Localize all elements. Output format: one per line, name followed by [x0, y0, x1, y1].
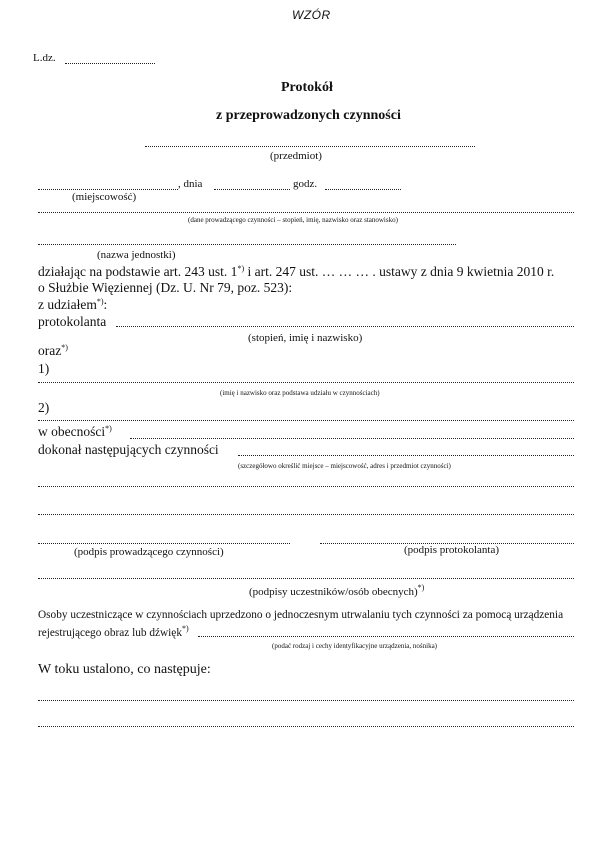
z-udzialem-text: z udziałem	[38, 297, 97, 312]
czynnosci-line-1[interactable]	[38, 486, 574, 487]
podpisy-uczestnikow-text: (podpisy uczestników/osób obecnych)	[249, 586, 418, 598]
protokolanta-label: protokolanta	[38, 314, 107, 329]
sluzba-line: o Służbie Więziennej (Dz. U. Nr 79, poz. 523):	[38, 280, 293, 295]
urzadzenie-caption: (podać rodzaj i cechy identyfikacyjne urządzenia, nośnika)	[272, 642, 438, 650]
item-2-label: 2)	[38, 400, 50, 415]
osoby-paragraph-line-1: Osoby uczestniczące w czynnościach uprzedzono o jednoczesnym utrwalaniu tych czynności za pomocą urządzenia	[38, 609, 564, 621]
oraz-label	[38, 343, 68, 359]
dokonal-caption: (szczegółowo określić miejsce – miejscowość, adres i przedmiot czynności)	[238, 462, 451, 470]
footnote-mark: *)	[417, 583, 425, 592]
item-2-field[interactable]	[38, 420, 574, 421]
item-1-field[interactable]	[38, 382, 574, 383]
godz-field[interactable]	[325, 189, 401, 190]
dokonal-field[interactable]	[238, 455, 574, 456]
osoby-paragraph-line-2	[38, 624, 189, 639]
w-obecnosci-field[interactable]	[130, 438, 574, 439]
czynnosci-line-2[interactable]	[38, 514, 574, 515]
urzadzenie-field[interactable]	[198, 636, 574, 637]
w-obecnosci-text: w obecności	[38, 424, 106, 439]
podpis-prowadzacego-field[interactable]	[38, 543, 290, 544]
ldz-field[interactable]	[65, 63, 155, 64]
dnia-label: , dnia	[178, 178, 203, 190]
ustawa-text: i art. 247 ust. … … … . ustawy z dnia 9 kwietnia 2010 r.	[247, 264, 555, 279]
footnote-mark: *)	[181, 624, 189, 633]
ldz-label: L.dz.	[33, 52, 56, 64]
dane-prowadzacego-caption: (dane prowadzącego czynności – stopień, imię, nazwisko oraz stanowisko)	[188, 216, 398, 224]
oraz-text: oraz	[38, 343, 62, 358]
podpisy-uczestnikow-field[interactable]	[38, 578, 574, 579]
item-1-caption: (imię i nazwisko oraz podstawa udziału w czynnościach)	[220, 389, 380, 397]
przedmiot-caption: (przedmiot)	[270, 150, 322, 162]
document-title: Protokół	[281, 80, 333, 95]
footnote-mark: *)	[61, 343, 68, 352]
footnote-mark: *)	[237, 264, 245, 273]
podstawa-text: działając na podstawie art. 243 ust. 1	[38, 264, 238, 279]
miejscowosc-field[interactable]	[38, 189, 178, 190]
miejscowosc-caption: (miejscowość)	[72, 191, 137, 203]
podpis-protokolanta-caption: (podpis protokolanta)	[404, 544, 500, 556]
godz-label: godz.	[293, 178, 318, 190]
nazwa-jednostki-caption: (nazwa jednostki)	[97, 249, 176, 261]
footnote-mark: *)	[96, 297, 104, 306]
item-1-label: 1)	[38, 361, 50, 376]
w-toku-heading: W toku ustalono, co następuje:	[38, 662, 211, 677]
footnote-mark: *)	[105, 424, 112, 433]
protokolanta-caption: (stopień, imię i nazwisko)	[248, 332, 363, 344]
osoby-text: rejestrującego obraz lub dźwięk	[38, 627, 182, 639]
dokonal-label: dokonał następujących czynności	[38, 442, 219, 457]
podpisy-uczestnikow-caption	[249, 583, 424, 598]
z-udzialem-line	[38, 297, 107, 313]
watermark-label: WZÓR	[292, 8, 331, 22]
ustalenia-line-2[interactable]	[38, 726, 574, 727]
colon: :	[103, 297, 108, 312]
przedmiot-field[interactable]	[145, 146, 475, 147]
ustalenia-line-1[interactable]	[38, 700, 574, 701]
document-subtitle: z przeprowadzonych czynności	[216, 108, 401, 123]
dane-prowadzacego-field[interactable]	[38, 212, 574, 213]
data-field[interactable]	[214, 189, 290, 190]
podpis-prowadzacego-caption: (podpis prowadzącego czynności)	[74, 546, 224, 558]
nazwa-jednostki-field[interactable]	[38, 244, 456, 245]
podstawa-line	[38, 264, 554, 280]
w-obecnosci-label	[38, 424, 112, 440]
protokolanta-field[interactable]	[116, 326, 574, 327]
